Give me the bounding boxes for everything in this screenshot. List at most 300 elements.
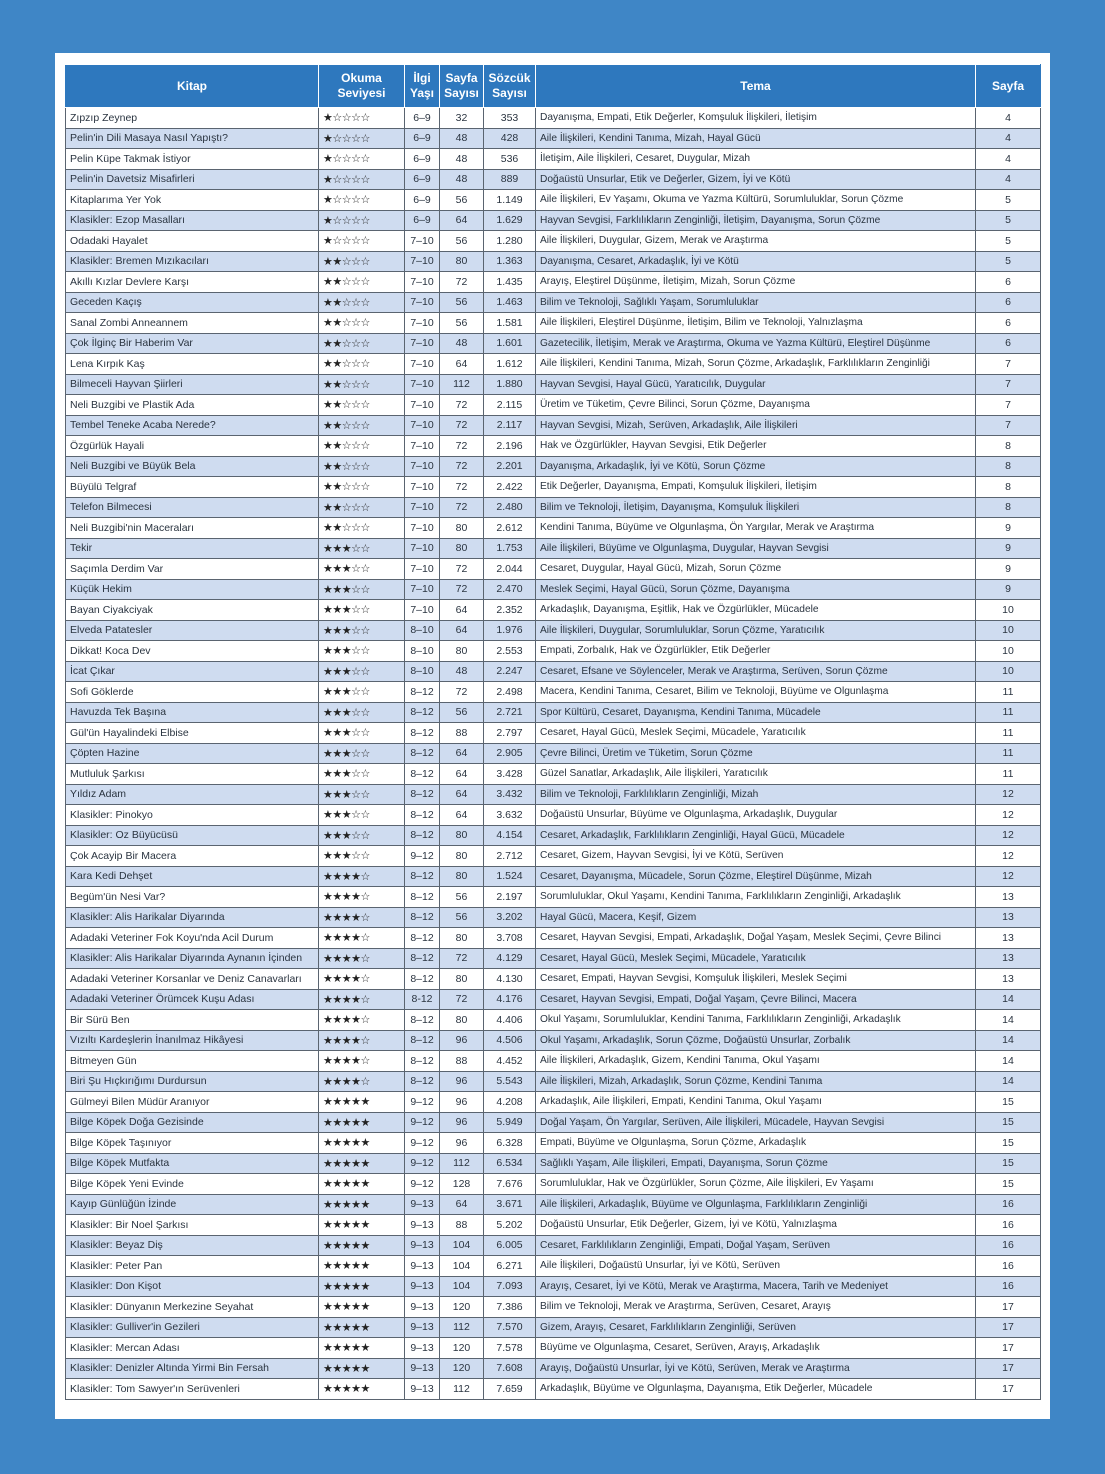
header-sayfa: Sayfa [976, 65, 1041, 108]
reading-level-stars: ★★★★★ [319, 1358, 405, 1379]
age-range: 7–10 [405, 354, 440, 375]
age-range: 7–10 [405, 579, 440, 600]
page-count: 96 [440, 1030, 484, 1051]
catalog-page: 10 [976, 600, 1041, 621]
reading-level-stars: ★★★★☆ [319, 907, 405, 928]
theme-list: Aile İlişkileri, Duygular, Sorumluluklar, Sorun Çözme, Yaratıcılık [536, 620, 976, 641]
table-row [66, 559, 1041, 580]
book-title: Klasikler: Alis Harikalar Diyarında [66, 907, 319, 928]
table-row [66, 969, 1041, 990]
word-count: 1.601 [484, 333, 536, 354]
theme-list: Büyüme ve Olgunlaşma, Cesaret, Serüven, Arayış, Arkadaşlık [536, 1338, 976, 1359]
word-count: 353 [484, 108, 536, 129]
table-row [66, 128, 1041, 149]
catalog-page: 15 [976, 1153, 1041, 1174]
reading-level-stars: ★★★☆☆ [319, 784, 405, 805]
table-row [66, 436, 1041, 457]
age-range: 7–10 [405, 456, 440, 477]
catalog-page: 17 [976, 1297, 1041, 1318]
catalog-page: 14 [976, 1010, 1041, 1031]
table-row [66, 1133, 1041, 1154]
word-count: 7.093 [484, 1276, 536, 1297]
age-range: 7–10 [405, 497, 440, 518]
catalog-page: 11 [976, 723, 1041, 744]
table-row [66, 989, 1041, 1010]
book-title: Küçük Hekim [66, 579, 319, 600]
age-range: 8–12 [405, 764, 440, 785]
page-count: 72 [440, 497, 484, 518]
theme-list: Cesaret, Dayanışma, Mücadele, Sorun Çözme, Eleştirel Düşünme, Mizah [536, 866, 976, 887]
word-count: 2.612 [484, 518, 536, 539]
age-range: 8–12 [405, 1051, 440, 1072]
catalog-page: 8 [976, 436, 1041, 457]
book-title: Bayan Ciyakciyak [66, 600, 319, 621]
reading-level-stars: ★★☆☆☆ [319, 497, 405, 518]
theme-list: Dayanışma, Arkadaşlık, İyi ve Kötü, Sorun Çözme [536, 456, 976, 477]
catalog-page: 7 [976, 354, 1041, 375]
book-title: Vızıltı Kardeşlerin İnanılmaz Hikâyesi [66, 1030, 319, 1051]
age-range: 6–9 [405, 190, 440, 211]
page-count: 104 [440, 1235, 484, 1256]
book-title: Kara Kedi Dehşet [66, 866, 319, 887]
catalog-page: 17 [976, 1338, 1041, 1359]
theme-list: Cesaret, Hayal Gücü, Meslek Seçimi, Mücadele, Yaratıcılık [536, 948, 976, 969]
page-count: 72 [440, 456, 484, 477]
book-title: Mutluluk Şarkısı [66, 764, 319, 785]
page-count: 64 [440, 354, 484, 375]
theme-list: Aile İlişkileri, Arkadaşlık, Büyüme ve Olgunlaşma, Farklılıkların Zenginliği [536, 1194, 976, 1215]
reading-level-stars: ★☆☆☆☆ [319, 231, 405, 252]
book-title: Bilge Köpek Yeni Evinde [66, 1174, 319, 1195]
theme-list: Aile İlişkileri, Arkadaşlık, Gizem, Kendini Tanıma, Okul Yaşamı [536, 1051, 976, 1072]
theme-list: Arkadaşlık, Aile İlişkileri, Empati, Kendini Tanıma, Okul Yaşamı [536, 1092, 976, 1113]
page-count: 64 [440, 805, 484, 826]
page-count: 56 [440, 231, 484, 252]
book-title: Kitaplarıma Yer Yok [66, 190, 319, 211]
age-range: 8–12 [405, 907, 440, 928]
word-count: 1.280 [484, 231, 536, 252]
page-count: 88 [440, 723, 484, 744]
book-title: Elveda Patatesler [66, 620, 319, 641]
table-row [66, 477, 1041, 498]
word-count: 5.202 [484, 1215, 536, 1236]
reading-level-stars: ★★★★★ [319, 1194, 405, 1215]
word-count: 428 [484, 128, 536, 149]
reading-level-stars: ★★★★☆ [319, 887, 405, 908]
page-count: 128 [440, 1174, 484, 1195]
word-count: 2.352 [484, 600, 536, 621]
table-row [66, 702, 1041, 723]
page-count: 80 [440, 538, 484, 559]
reading-level-stars: ★★★★☆ [319, 989, 405, 1010]
page-count: 120 [440, 1358, 484, 1379]
reading-level-stars: ★☆☆☆☆ [319, 190, 405, 211]
page-count: 80 [440, 866, 484, 887]
catalog-page: 16 [976, 1235, 1041, 1256]
table-row [66, 538, 1041, 559]
reading-level-stars: ★★★★☆ [319, 928, 405, 949]
theme-list: Bilim ve Teknoloji, Merak ve Araştırma, Serüven, Cesaret, Arayış [536, 1297, 976, 1318]
book-title: Odadaki Hayalet [66, 231, 319, 252]
table-row [66, 1256, 1041, 1277]
table-row [66, 723, 1041, 744]
theme-list: Hayvan Sevgisi, Mizah, Serüven, Arkadaşlık, Aile İlişkileri [536, 415, 976, 436]
word-count: 5.949 [484, 1112, 536, 1133]
theme-list: Cesaret, Hayal Gücü, Meslek Seçimi, Mücadele, Yaratıcılık [536, 723, 976, 744]
theme-list: Cesaret, Farklılıkların Zenginliği, Empati, Doğal Yaşam, Serüven [536, 1235, 976, 1256]
reading-level-stars: ★★☆☆☆ [319, 395, 405, 416]
reading-level-stars: ★★★★☆ [319, 1030, 405, 1051]
table-row [66, 764, 1041, 785]
catalog-page: 12 [976, 784, 1041, 805]
theme-list: Güzel Sanatlar, Arkadaşlık, Aile İlişkileri, Yaratıcılık [536, 764, 976, 785]
word-count: 4.452 [484, 1051, 536, 1072]
book-title: Gül'ün Hayalindeki Elbise [66, 723, 319, 744]
reading-level-stars: ★★★★★ [319, 1338, 405, 1359]
catalog-page: 6 [976, 313, 1041, 334]
page-count: 96 [440, 1112, 484, 1133]
reading-level-stars: ★★★★★ [319, 1174, 405, 1195]
reading-level-stars: ★★★☆☆ [319, 600, 405, 621]
book-title: Pelin'in Davetsiz Misafirleri [66, 169, 319, 190]
theme-list: Aile İlişkileri, Kendini Tanıma, Mizah, Hayal Gücü [536, 128, 976, 149]
catalog-page: 16 [976, 1256, 1041, 1277]
theme-list: Doğal Yaşam, Ön Yargılar, Serüven, Aile İlişkileri, Mücadele, Hayvan Sevgisi [536, 1112, 976, 1133]
catalog-page: 12 [976, 825, 1041, 846]
page-count: 112 [440, 1379, 484, 1400]
table-row [66, 1092, 1041, 1113]
theme-list: Bilim ve Teknoloji, İletişim, Dayanışma, Komşuluk İlişkileri [536, 497, 976, 518]
reading-level-stars: ★☆☆☆☆ [319, 149, 405, 170]
age-range: 7–10 [405, 272, 440, 293]
catalog-page: 17 [976, 1358, 1041, 1379]
catalog-page: 6 [976, 292, 1041, 313]
book-title: Neli Buzgibi ve Plastik Ada [66, 395, 319, 416]
table-row [66, 456, 1041, 477]
theme-list: Aile İlişkileri, Ev Yaşamı, Okuma ve Yazma Kültürü, Sorumluluklar, Sorun Çözme [536, 190, 976, 211]
table-row [66, 805, 1041, 826]
catalog-page: 8 [976, 477, 1041, 498]
theme-list: Cesaret, Arkadaşlık, Farklılıkların Zenginliği, Hayal Gücü, Mücadele [536, 825, 976, 846]
theme-list: Sorumluluklar, Okul Yaşamı, Kendini Tanıma, Farklılıkların Zenginliği, Arkadaşlık [536, 887, 976, 908]
book-title: Özgürlük Hayali [66, 436, 319, 457]
theme-list: Aile İlişkileri, Mizah, Arkadaşlık, Sorun Çözme, Kendini Tanıma [536, 1071, 976, 1092]
age-range: 7–10 [405, 538, 440, 559]
catalog-page: 12 [976, 866, 1041, 887]
catalog-page: 11 [976, 682, 1041, 703]
reading-level-stars: ★★★☆☆ [319, 743, 405, 764]
catalog-page: 16 [976, 1215, 1041, 1236]
theme-list: Bilim ve Teknoloji, Farklılıkların Zenginliği, Mizah [536, 784, 976, 805]
table-row [66, 887, 1041, 908]
book-title: Geceden Kaçış [66, 292, 319, 313]
catalog-page: 9 [976, 579, 1041, 600]
catalog-page: 10 [976, 641, 1041, 662]
table-row [66, 784, 1041, 805]
table-row [66, 948, 1041, 969]
theme-list: Arkadaşlık, Dayanışma, Eşitlik, Hak ve Özgürlükler, Mücadele [536, 600, 976, 621]
age-range: 9–13 [405, 1215, 440, 1236]
page-count: 56 [440, 887, 484, 908]
header-sozcuk-sayisi: Sözcük Sayısı [484, 65, 536, 108]
reading-level-stars: ★★★☆☆ [319, 682, 405, 703]
theme-list: Cesaret, Hayvan Sevgisi, Empati, Doğal Yaşam, Çevre Bilinci, Macera [536, 989, 976, 1010]
reading-level-stars: ★★★★★ [319, 1215, 405, 1236]
word-count: 3.708 [484, 928, 536, 949]
reading-level-stars: ★★☆☆☆ [319, 415, 405, 436]
word-count: 1.363 [484, 251, 536, 272]
age-range: 8–12 [405, 948, 440, 969]
page-count: 32 [440, 108, 484, 129]
book-title: Pelin Küpe Takmak İstiyor [66, 149, 319, 170]
word-count: 2.498 [484, 682, 536, 703]
reading-level-stars: ★☆☆☆☆ [319, 210, 405, 231]
book-title: Saçımla Derdim Var [66, 559, 319, 580]
age-range: 9–12 [405, 1092, 440, 1113]
reading-level-stars: ★★★★★ [319, 1235, 405, 1256]
word-count: 1.435 [484, 272, 536, 293]
reading-level-stars: ★★★★☆ [319, 866, 405, 887]
page-count: 96 [440, 1133, 484, 1154]
catalog-page: 5 [976, 210, 1041, 231]
page-count: 72 [440, 395, 484, 416]
table-row [66, 313, 1041, 334]
table-row [66, 1030, 1041, 1051]
reading-level-stars: ★★★★★ [319, 1256, 405, 1277]
theme-list: Sorumluluklar, Hak ve Özgürlükler, Sorun Çözme, Aile İlişkileri, Ev Yaşamı [536, 1174, 976, 1195]
page-count: 72 [440, 682, 484, 703]
word-count: 7.676 [484, 1174, 536, 1195]
reading-level-stars: ★★☆☆☆ [319, 333, 405, 354]
table-row [66, 1153, 1041, 1174]
table-row [66, 1379, 1041, 1400]
age-range: 9–13 [405, 1317, 440, 1338]
header-kitap: Kitap [66, 65, 319, 108]
word-count: 2.470 [484, 579, 536, 600]
reading-level-stars: ★★★☆☆ [319, 579, 405, 600]
book-title: Çok İlginç Bir Haberim Var [66, 333, 319, 354]
word-count: 3.432 [484, 784, 536, 805]
book-title: Dikkat! Koca Dev [66, 641, 319, 662]
book-title: Adadaki Veteriner Korsanlar ve Deniz Canavarları [66, 969, 319, 990]
book-title: Adadaki Veteriner Örümcek Kuşu Adası [66, 989, 319, 1010]
book-title: Tekir [66, 538, 319, 559]
theme-list: Kendini Tanıma, Büyüme ve Olgunlaşma, Ön Yargılar, Merak ve Araştırma [536, 518, 976, 539]
table-row [66, 1215, 1041, 1236]
reading-level-stars: ★★★★★ [319, 1276, 405, 1297]
age-range: 8–12 [405, 682, 440, 703]
theme-list: Hak ve Özgürlükler, Hayvan Sevgisi, Etik Değerler [536, 436, 976, 457]
theme-list: Aile İlişkileri, Büyüme ve Olgunlaşma, Duygular, Hayvan Sevgisi [536, 538, 976, 559]
age-range: 8–12 [405, 702, 440, 723]
word-count: 2.117 [484, 415, 536, 436]
age-range: 9–12 [405, 1153, 440, 1174]
book-title: Yıldız Adam [66, 784, 319, 805]
age-range: 9–12 [405, 1174, 440, 1195]
page-count: 80 [440, 518, 484, 539]
table-row [66, 292, 1041, 313]
theme-list: Üretim ve Tüketim, Çevre Bilinci, Sorun Çözme, Dayanışma [536, 395, 976, 416]
book-title: Neli Buzgibi'nin Maceraları [66, 518, 319, 539]
reading-level-stars: ★★☆☆☆ [319, 456, 405, 477]
word-count: 1.880 [484, 374, 536, 395]
page-count: 48 [440, 149, 484, 170]
header-ilgi-yasi: İlgi Yaşı [405, 65, 440, 108]
table-row [66, 231, 1041, 252]
catalog-page: 4 [976, 169, 1041, 190]
catalog-page: 12 [976, 805, 1041, 826]
table-row [66, 1297, 1041, 1318]
page-count: 56 [440, 907, 484, 928]
book-title: Klasikler: Pinokyo [66, 805, 319, 826]
book-title: Lena Kırpık Kaş [66, 354, 319, 375]
theme-list: Okul Yaşamı, Sorumluluklar, Kendini Tanıma, Farklılıkların Zenginliği, Arkadaşlık [536, 1010, 976, 1031]
reading-level-stars: ★★★☆☆ [319, 846, 405, 867]
page-count: 120 [440, 1297, 484, 1318]
page-count: 64 [440, 784, 484, 805]
theme-list: Arayış, Cesaret, İyi ve Kötü, Merak ve Araştırma, Macera, Tarih ve Medeniyet [536, 1276, 976, 1297]
book-title: Bilge Köpek Mutfakta [66, 1153, 319, 1174]
reading-level-stars: ★★★☆☆ [319, 559, 405, 580]
reading-level-stars: ★☆☆☆☆ [319, 169, 405, 190]
catalog-page: 14 [976, 989, 1041, 1010]
word-count: 7.578 [484, 1338, 536, 1359]
table-row [66, 415, 1041, 436]
page-count: 88 [440, 1051, 484, 1072]
book-title: Klasikler: Beyaz Diş [66, 1235, 319, 1256]
theme-list: İletişim, Aile İlişkileri, Cesaret, Duygular, Mizah [536, 149, 976, 170]
book-title: Sanal Zombi Anneannem [66, 313, 319, 334]
book-title: Sofi Göklerde [66, 682, 319, 703]
book-title: Klasikler: Don Kişot [66, 1276, 319, 1297]
age-range: 6–9 [405, 108, 440, 129]
catalog-page: 13 [976, 928, 1041, 949]
word-count: 2.201 [484, 456, 536, 477]
catalog-page: 13 [976, 887, 1041, 908]
page-count: 72 [440, 477, 484, 498]
page-count: 56 [440, 292, 484, 313]
table-row [66, 1051, 1041, 1072]
page-count: 72 [440, 948, 484, 969]
age-range: 7–10 [405, 415, 440, 436]
catalog-page: 5 [976, 190, 1041, 211]
theme-list: Cesaret, Hayvan Sevgisi, Empati, Arkadaşlık, Doğal Yaşam, Meslek Seçimi, Çevre Bilinci [536, 928, 976, 949]
reading-level-stars: ★★★☆☆ [319, 641, 405, 662]
age-range: 6–9 [405, 149, 440, 170]
reading-level-stars: ★★☆☆☆ [319, 436, 405, 457]
header-sayfa-sayisi: Sayfa Sayısı [440, 65, 484, 108]
table-row [66, 395, 1041, 416]
page-count: 72 [440, 579, 484, 600]
word-count: 4.129 [484, 948, 536, 969]
book-title: Klasikler: Ezop Masalları [66, 210, 319, 231]
page-count: 80 [440, 641, 484, 662]
catalog-page: 9 [976, 538, 1041, 559]
theme-list: Arkadaşlık, Büyüme ve Olgunlaşma, Dayanışma, Etik Değerler, Mücadele [536, 1379, 976, 1400]
reading-level-stars: ★★☆☆☆ [319, 374, 405, 395]
table-row [66, 251, 1041, 272]
page-count: 64 [440, 743, 484, 764]
age-range: 7–10 [405, 374, 440, 395]
word-count: 6.534 [484, 1153, 536, 1174]
word-count: 2.422 [484, 477, 536, 498]
book-table [65, 64, 1041, 1400]
catalog-page: 15 [976, 1133, 1041, 1154]
reading-level-stars: ★★★★★ [319, 1317, 405, 1338]
table-row [66, 600, 1041, 621]
table-row [66, 1194, 1041, 1215]
reading-level-stars: ★★★☆☆ [319, 620, 405, 641]
reading-level-stars: ★★★★☆ [319, 1051, 405, 1072]
table-row [66, 210, 1041, 231]
table-row [66, 661, 1041, 682]
age-range: 8–12 [405, 784, 440, 805]
table-row [66, 272, 1041, 293]
page-count: 56 [440, 702, 484, 723]
reading-level-stars: ★★★☆☆ [319, 661, 405, 682]
word-count: 1.581 [484, 313, 536, 334]
book-title: Bitmeyen Gün [66, 1051, 319, 1072]
reading-level-stars: ★★★★☆ [319, 948, 405, 969]
page-count: 80 [440, 825, 484, 846]
word-count: 4.406 [484, 1010, 536, 1031]
book-title: Biri Şu Hıçkırığımı Durdursun [66, 1071, 319, 1092]
theme-list: Meslek Seçimi, Hayal Gücü, Sorun Çözme, Dayanışma [536, 579, 976, 600]
page-count: 48 [440, 333, 484, 354]
reading-level-stars: ★★★☆☆ [319, 702, 405, 723]
reading-level-stars: ★★☆☆☆ [319, 518, 405, 539]
table-row [66, 1358, 1041, 1379]
book-title: Çöpten Hazine [66, 743, 319, 764]
catalog-page: 13 [976, 907, 1041, 928]
book-title: Kayıp Günlüğün İzinde [66, 1194, 319, 1215]
table-row [66, 1338, 1041, 1359]
age-range: 8–12 [405, 743, 440, 764]
age-range: 8–12 [405, 866, 440, 887]
table-row [66, 1174, 1041, 1195]
theme-list: Doğaüstü Unsurlar, Etik Değerler, Gizem, İyi ve Kötü, Yalnızlaşma [536, 1215, 976, 1236]
table-row [66, 866, 1041, 887]
table-header [66, 65, 1041, 108]
table-row [66, 825, 1041, 846]
book-title: Klasikler: Peter Pan [66, 1256, 319, 1277]
word-count: 3.671 [484, 1194, 536, 1215]
catalog-page: 14 [976, 1071, 1041, 1092]
theme-list: Gizem, Arayış, Cesaret, Farklılıkların Zenginliği, Serüven [536, 1317, 976, 1338]
table-row [66, 169, 1041, 190]
page-count: 80 [440, 969, 484, 990]
book-title: Adadaki Veteriner Fok Koyu'nda Acil Durum [66, 928, 319, 949]
theme-list: Aile İlişkileri, Eleştirel Düşünme, İletişim, Bilim ve Teknoloji, Yalnızlaşma [536, 313, 976, 334]
word-count: 889 [484, 169, 536, 190]
catalog-page: 14 [976, 1051, 1041, 1072]
theme-list: Sağlıklı Yaşam, Aile İlişkileri, Empati, Dayanışma, Sorun Çözme [536, 1153, 976, 1174]
reading-level-stars: ★☆☆☆☆ [319, 108, 405, 129]
book-title: Begüm'ün Nesi Var? [66, 887, 319, 908]
reading-level-stars: ★★☆☆☆ [319, 477, 405, 498]
theme-list: Arayış, Eleştirel Düşünme, İletişim, Mizah, Sorun Çözme [536, 272, 976, 293]
theme-list: Cesaret, Gizem, Hayvan Sevgisi, İyi ve Kötü, Serüven [536, 846, 976, 867]
word-count: 1.612 [484, 354, 536, 375]
age-range: 9–12 [405, 846, 440, 867]
catalog-page: 6 [976, 333, 1041, 354]
page-count: 72 [440, 559, 484, 580]
word-count: 6.005 [484, 1235, 536, 1256]
book-title: Klasikler: Tom Sawyer'ın Serüvenleri [66, 1379, 319, 1400]
catalog-page: 12 [976, 846, 1041, 867]
reading-level-stars: ★★☆☆☆ [319, 292, 405, 313]
theme-list: Spor Kültürü, Cesaret, Dayanışma, Kendini Tanıma, Mücadele [536, 702, 976, 723]
